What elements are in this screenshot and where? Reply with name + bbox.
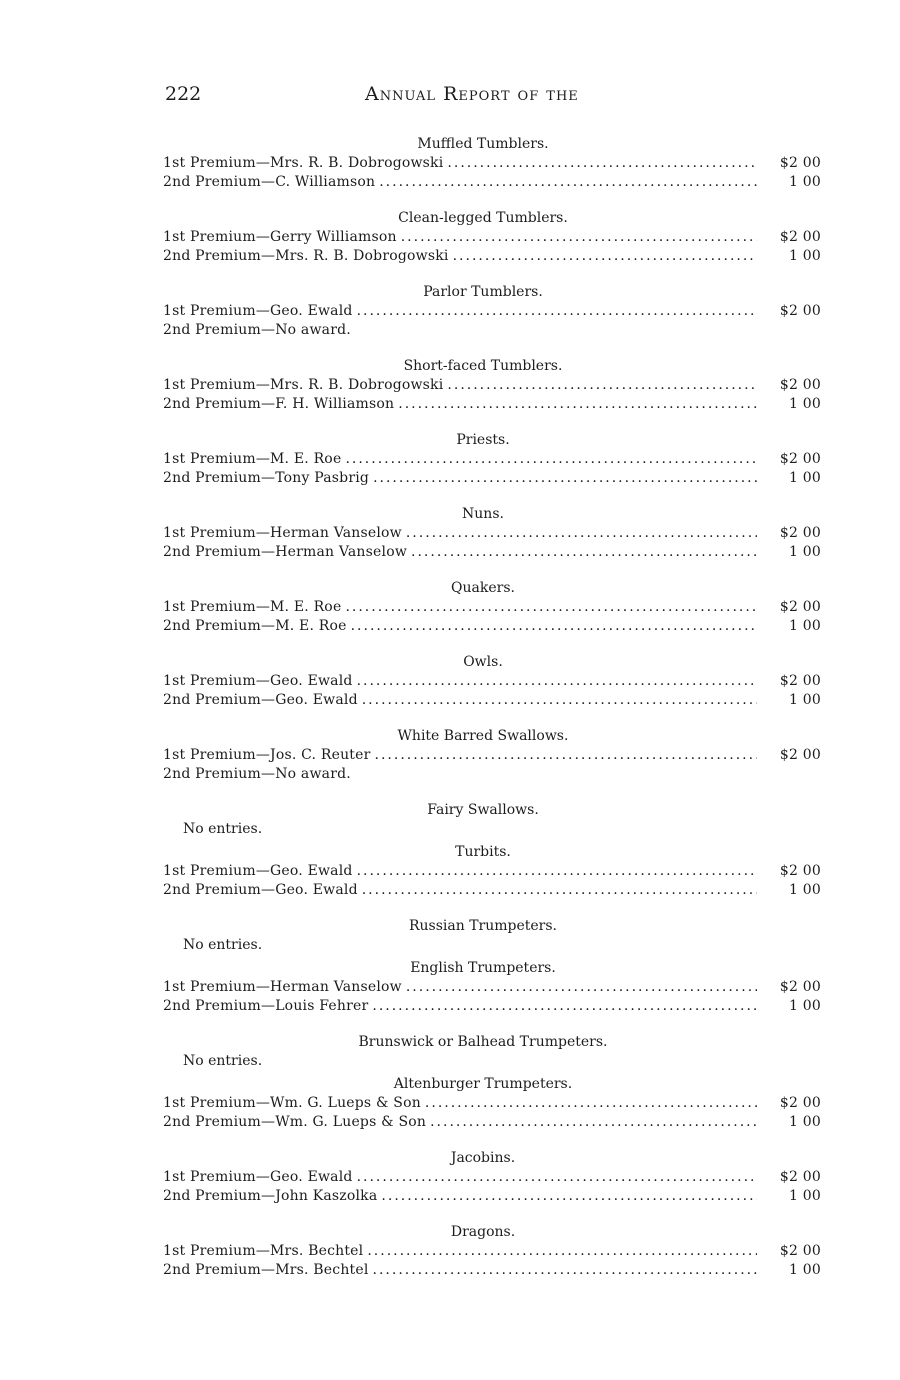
premium-place: 2nd Premium xyxy=(163,174,261,190)
premium-label xyxy=(163,1187,377,1206)
premium-winner: Herman Vanselow xyxy=(270,979,402,995)
premium-label xyxy=(163,173,375,192)
premium-row xyxy=(163,1113,823,1132)
premium-amount: 1 00 xyxy=(789,1262,821,1278)
premium-winner: Gerry Williamson xyxy=(270,229,397,245)
premium-amount: 1 00 xyxy=(789,618,821,634)
premium-section xyxy=(163,1033,823,1071)
premium-label xyxy=(163,376,443,395)
em-dash: — xyxy=(260,692,276,708)
premium-amount: $2 00 xyxy=(779,451,821,467)
em-dash: — xyxy=(255,451,271,467)
premium-place: 2nd Premium xyxy=(163,692,261,708)
em-dash: — xyxy=(255,673,271,689)
em-dash: — xyxy=(260,174,276,190)
dot-leader xyxy=(425,1094,757,1113)
dot-leader xyxy=(362,691,757,710)
dot-leader xyxy=(375,746,757,765)
premium-row xyxy=(163,395,823,414)
premium-place: 2nd Premium xyxy=(163,1114,261,1130)
running-title: Annual Report of the xyxy=(365,83,579,105)
premium-section xyxy=(163,431,823,488)
section-title: Altenburger Trumpeters. xyxy=(393,1076,573,1092)
em-dash: — xyxy=(255,303,271,319)
page-header xyxy=(165,83,755,109)
premium-row xyxy=(163,598,823,617)
premium-label xyxy=(163,862,353,881)
em-dash: — xyxy=(255,863,271,879)
premium-label xyxy=(163,765,351,784)
em-dash: — xyxy=(255,979,271,995)
premium-place: 1st Premium xyxy=(163,747,256,763)
premium-section xyxy=(163,579,823,636)
premium-place: 1st Premium xyxy=(163,673,256,689)
premium-amount: $2 00 xyxy=(779,1243,821,1259)
premium-label xyxy=(163,247,449,266)
dot-leader xyxy=(372,997,757,1016)
dot-leader xyxy=(381,1187,757,1206)
section-title: Owls. xyxy=(463,654,503,670)
premium-section xyxy=(163,1075,823,1132)
em-dash: — xyxy=(255,1095,271,1111)
premium-place: 1st Premium xyxy=(163,863,256,879)
section-title: Russian Trumpeters. xyxy=(408,918,558,934)
premium-row xyxy=(163,1094,823,1113)
em-dash: — xyxy=(260,322,276,338)
premium-row xyxy=(163,1187,823,1206)
section-title: Jacobins. xyxy=(450,1150,516,1166)
premium-winner: Geo. Ewald xyxy=(275,882,358,898)
premium-row xyxy=(163,543,823,562)
premium-winner: No award. xyxy=(275,766,351,782)
premium-section xyxy=(163,1149,823,1206)
premium-winner: Geo. Ewald xyxy=(270,863,353,879)
premium-place: 2nd Premium xyxy=(163,882,261,898)
premium-amount: $2 00 xyxy=(779,673,821,689)
em-dash: — xyxy=(260,998,276,1014)
premium-amount: 1 00 xyxy=(789,248,821,264)
dot-leader xyxy=(398,395,757,414)
premium-section xyxy=(163,357,823,414)
premium-label xyxy=(163,154,443,173)
section-title: Clean-legged Tumblers. xyxy=(398,210,568,226)
no-entries-note: No entries. xyxy=(183,1053,263,1069)
premium-winner: Wm. G. Lueps & Son xyxy=(275,1114,427,1130)
premium-amount: 1 00 xyxy=(789,470,821,486)
premium-amount: 1 00 xyxy=(789,1188,821,1204)
premium-label xyxy=(163,672,353,691)
premium-label xyxy=(163,1242,363,1261)
premium-winner: Tony Pasbrig xyxy=(275,470,370,486)
premium-row xyxy=(163,154,823,173)
premium-label xyxy=(163,450,341,469)
em-dash: — xyxy=(255,525,271,541)
em-dash: — xyxy=(260,766,276,782)
premium-label xyxy=(163,524,402,543)
premium-label xyxy=(163,543,407,562)
premium-row xyxy=(163,376,823,395)
premium-place: 1st Premium xyxy=(163,979,256,995)
premium-winner: Geo. Ewald xyxy=(270,303,353,319)
premium-row xyxy=(163,469,823,488)
em-dash: — xyxy=(260,1262,276,1278)
em-dash: — xyxy=(255,155,271,171)
premium-winner: No award. xyxy=(275,322,351,338)
premium-amount: $2 00 xyxy=(779,1169,821,1185)
premium-row xyxy=(163,881,823,900)
premium-winner: Mrs. R. B. Dobrogowski xyxy=(270,377,444,393)
section-title: White Barred Swallows. xyxy=(397,728,569,744)
em-dash: — xyxy=(260,1114,276,1130)
premium-row xyxy=(163,691,823,710)
dot-leader xyxy=(447,376,757,395)
premium-amount: 1 00 xyxy=(789,1114,821,1130)
premium-winner: Mrs. R. B. Dobrogowski xyxy=(270,155,444,171)
no-entries-note: No entries. xyxy=(183,937,263,953)
section-title: Turbits. xyxy=(455,844,511,860)
dot-leader xyxy=(345,450,757,469)
section-title: Nuns. xyxy=(462,506,504,522)
premium-label xyxy=(163,1261,369,1280)
section-title: Fairy Swallows. xyxy=(427,802,539,818)
dot-leader xyxy=(379,173,757,192)
premium-amount: $2 00 xyxy=(779,599,821,615)
premium-label xyxy=(163,302,353,321)
premium-section xyxy=(163,727,823,784)
premium-section xyxy=(163,209,823,266)
premium-section xyxy=(163,959,823,1016)
premium-place: 1st Premium xyxy=(163,1095,256,1111)
premium-amount: $2 00 xyxy=(779,155,821,171)
premium-section xyxy=(163,1223,823,1280)
dot-leader xyxy=(362,881,757,900)
dot-leader xyxy=(453,247,757,266)
em-dash: — xyxy=(255,1169,271,1185)
premium-label xyxy=(163,1113,426,1132)
premium-amount: $2 00 xyxy=(779,863,821,879)
premium-winner: Herman Vanselow xyxy=(270,525,402,541)
em-dash: — xyxy=(255,377,271,393)
em-dash: — xyxy=(260,470,276,486)
premium-amount: 1 00 xyxy=(789,882,821,898)
premium-place: 1st Premium xyxy=(163,377,256,393)
dot-leader xyxy=(367,1242,757,1261)
premium-place: 2nd Premium xyxy=(163,618,261,634)
premium-winner: C. Williamson xyxy=(275,174,376,190)
premium-winner: M. E. Roe xyxy=(270,451,342,467)
premium-place: 1st Premium xyxy=(163,303,256,319)
section-title: Brunswick or Balhead Trumpeters. xyxy=(358,1034,608,1050)
em-dash: — xyxy=(255,1243,271,1259)
premium-place: 2nd Premium xyxy=(163,766,261,782)
premium-label xyxy=(163,395,394,414)
premium-label xyxy=(163,598,341,617)
dot-leader xyxy=(406,524,757,543)
page-number: 222 xyxy=(165,83,202,105)
dot-leader xyxy=(411,543,757,562)
premium-section xyxy=(163,653,823,710)
premium-row xyxy=(163,997,823,1016)
premium-amount: 1 00 xyxy=(789,998,821,1014)
section-title: Parlor Tumblers. xyxy=(423,284,543,300)
premium-label xyxy=(163,228,397,247)
premium-amount: $2 00 xyxy=(779,229,821,245)
premium-row xyxy=(163,746,823,765)
premium-label xyxy=(163,881,358,900)
premium-winner: John Kaszolka xyxy=(275,1188,378,1204)
premium-amount: 1 00 xyxy=(789,692,821,708)
dot-leader xyxy=(357,672,757,691)
premium-place: 2nd Premium xyxy=(163,998,261,1014)
premium-place: 1st Premium xyxy=(163,1243,256,1259)
em-dash: — xyxy=(255,229,271,245)
premium-winner: Herman Vanselow xyxy=(275,544,408,560)
premium-amount: $2 00 xyxy=(779,979,821,995)
premium-amount: $2 00 xyxy=(779,525,821,541)
premium-winner: Mrs. R. B. Dobrogowski xyxy=(275,248,449,264)
premium-section xyxy=(163,505,823,562)
premium-row xyxy=(163,450,823,469)
premium-place: 2nd Premium xyxy=(163,248,261,264)
premium-list xyxy=(163,135,823,1297)
premium-amount: 1 00 xyxy=(789,544,821,560)
section-title: Priests. xyxy=(456,432,510,448)
premium-label xyxy=(163,1094,421,1113)
em-dash: — xyxy=(260,1188,276,1204)
premium-place: 1st Premium xyxy=(163,1169,256,1185)
premium-winner: Geo. Ewald xyxy=(270,1169,353,1185)
section-title: Dragons. xyxy=(450,1224,516,1240)
premium-section xyxy=(163,801,823,839)
premium-label xyxy=(163,746,371,765)
premium-winner: Geo. Ewald xyxy=(270,673,353,689)
premium-place: 2nd Premium xyxy=(163,396,261,412)
premium-label xyxy=(163,617,347,636)
em-dash: — xyxy=(260,618,276,634)
premium-place: 1st Premium xyxy=(163,599,256,615)
premium-winner: F. H. Williamson xyxy=(275,396,395,412)
premium-row xyxy=(163,321,823,340)
premium-label xyxy=(163,1168,353,1187)
premium-row xyxy=(163,1261,823,1280)
premium-winner: Geo. Ewald xyxy=(275,692,358,708)
dot-leader xyxy=(406,978,757,997)
premium-label xyxy=(163,978,402,997)
premium-winner: Mrs. Bechtel xyxy=(270,1243,364,1259)
em-dash: — xyxy=(260,882,276,898)
premium-place: 2nd Premium xyxy=(163,322,261,338)
premium-place: 1st Premium xyxy=(163,229,256,245)
premium-row xyxy=(163,173,823,192)
em-dash: — xyxy=(260,396,276,412)
premium-amount: $2 00 xyxy=(779,747,821,763)
em-dash: — xyxy=(260,544,276,560)
premium-winner: M. E. Roe xyxy=(270,599,342,615)
premium-place: 1st Premium xyxy=(163,155,256,171)
premium-row xyxy=(163,524,823,543)
premium-row xyxy=(163,765,823,784)
dot-leader xyxy=(357,302,757,321)
no-entries-note: No entries. xyxy=(183,821,263,837)
premium-row xyxy=(163,862,823,881)
premium-amount: $2 00 xyxy=(779,1095,821,1111)
premium-winner: M. E. Roe xyxy=(275,618,347,634)
premium-place: 2nd Premium xyxy=(163,1188,261,1204)
section-title: Quakers. xyxy=(451,580,515,596)
premium-section xyxy=(163,135,823,192)
dot-leader xyxy=(430,1113,757,1132)
premium-winner: Wm. G. Lueps & Son xyxy=(270,1095,421,1111)
premium-winner: Jos. C. Reuter xyxy=(270,747,371,763)
dot-leader xyxy=(357,1168,757,1187)
premium-amount: $2 00 xyxy=(779,303,821,319)
premium-place: 2nd Premium xyxy=(163,544,261,560)
dot-leader xyxy=(401,228,757,247)
premium-row xyxy=(163,617,823,636)
em-dash: — xyxy=(260,248,276,264)
premium-place: 2nd Premium xyxy=(163,1262,261,1278)
premium-row xyxy=(163,302,823,321)
section-title: English Trumpeters. xyxy=(410,960,556,976)
premium-row xyxy=(163,672,823,691)
em-dash: — xyxy=(255,599,271,615)
premium-label xyxy=(163,997,368,1016)
premium-row xyxy=(163,247,823,266)
premium-row xyxy=(163,228,823,247)
premium-amount: $2 00 xyxy=(779,377,821,393)
premium-label xyxy=(163,321,351,340)
dot-leader xyxy=(351,617,757,636)
premium-label xyxy=(163,469,369,488)
section-title: Muffled Tumblers. xyxy=(417,136,549,152)
premium-winner: Louis Fehrer xyxy=(275,998,369,1014)
dot-leader xyxy=(373,469,757,488)
dot-leader xyxy=(357,862,757,881)
premium-section xyxy=(163,917,823,955)
premium-place: 2nd Premium xyxy=(163,470,261,486)
premium-row xyxy=(163,1168,823,1187)
section-title: Short-faced Tumblers. xyxy=(403,358,563,374)
em-dash: — xyxy=(255,747,271,763)
premium-section xyxy=(163,283,823,340)
premium-section xyxy=(163,843,823,900)
premium-amount: 1 00 xyxy=(789,396,821,412)
premium-amount: 1 00 xyxy=(789,174,821,190)
premium-label xyxy=(163,691,358,710)
dot-leader xyxy=(345,598,757,617)
premium-row xyxy=(163,978,823,997)
premium-row xyxy=(163,1242,823,1261)
premium-place: 1st Premium xyxy=(163,451,256,467)
dot-leader xyxy=(373,1261,757,1280)
dot-leader xyxy=(447,154,757,173)
premium-place: 1st Premium xyxy=(163,525,256,541)
premium-winner: Mrs. Bechtel xyxy=(275,1262,369,1278)
